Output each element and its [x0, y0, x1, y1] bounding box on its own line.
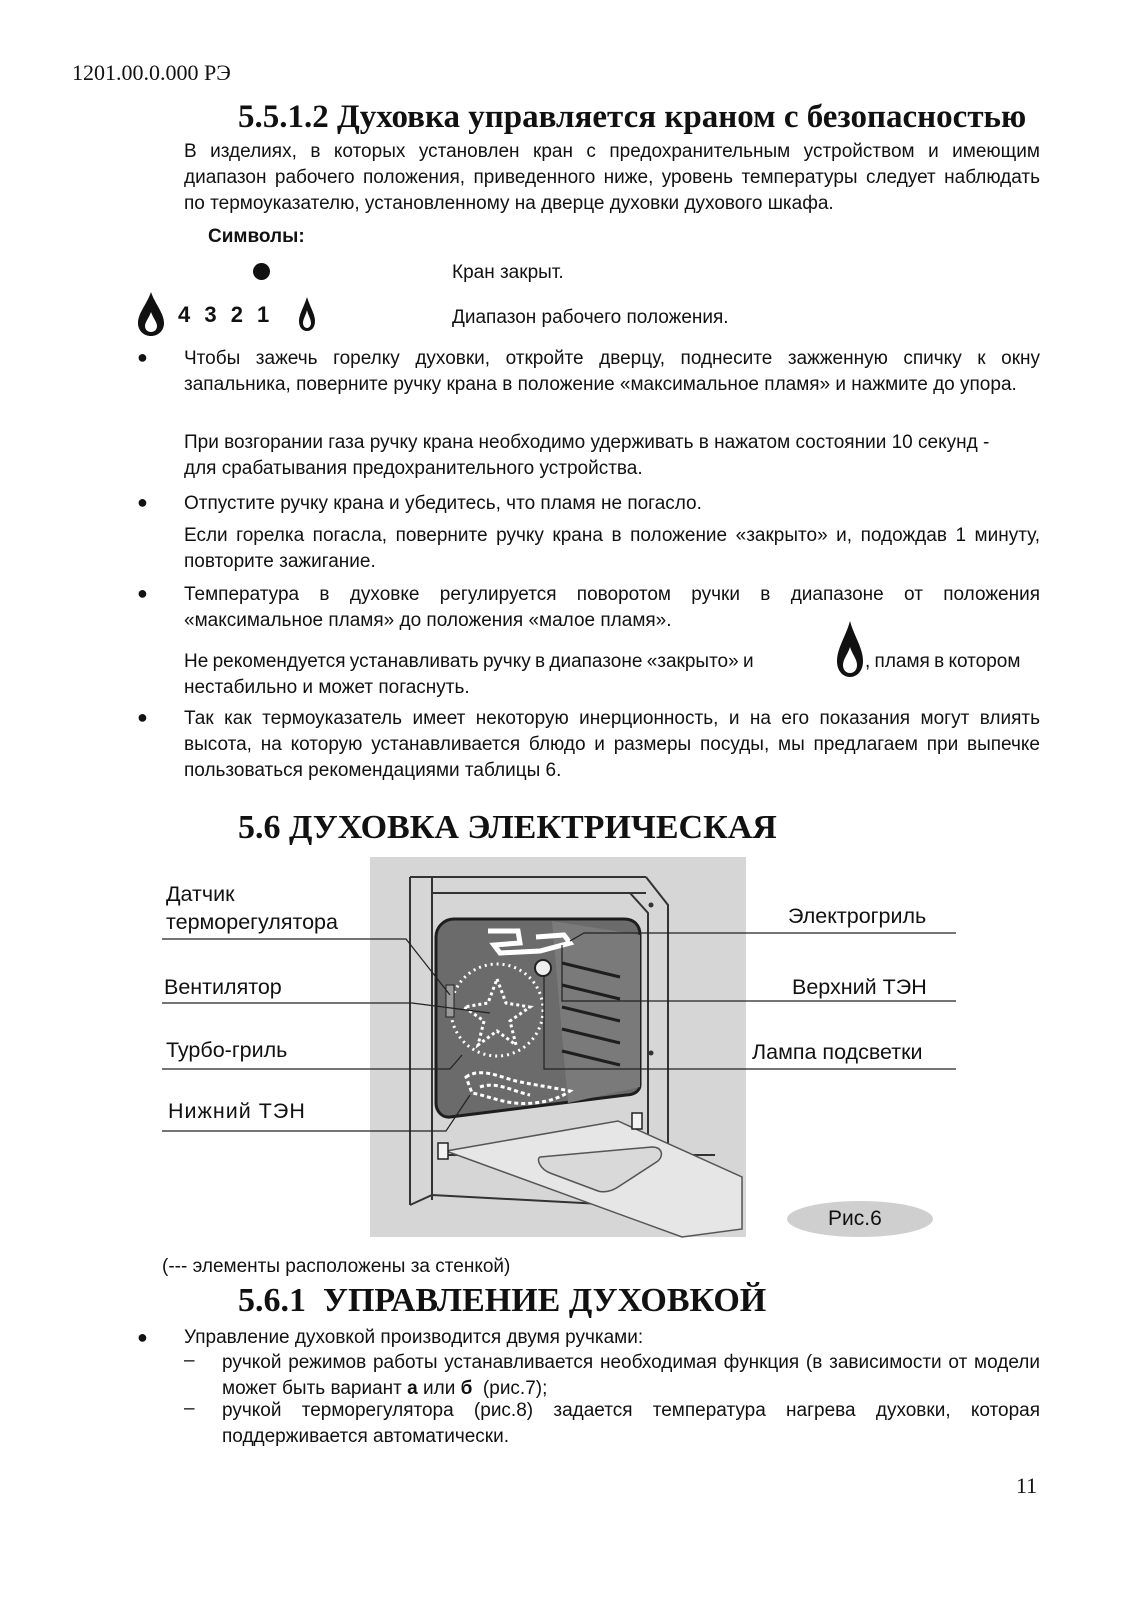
document-number: 1201.00.0.000 РЭ [72, 60, 231, 85]
label-top-heater: Верхний ТЭН [792, 975, 927, 999]
section-title-561: 5.6.1 УПРАВЛЕНИЕ ДУХОВКОЙ [238, 1282, 767, 1319]
section-title-5512: 5.5.1.2 Духовка управляется краном с безопасностью [238, 99, 1027, 135]
closed-dot-icon [253, 263, 270, 280]
figure-caption: Рис.6 [828, 1207, 882, 1230]
bullet-3-note-part-a: Не рекомендуется устанавливать ручку в диапазоне «закрыто» и [184, 651, 754, 672]
bullet-2-note: Если горелка погасла, поверните ручку крана в положение «закрыто» и, подождав 1 минуту, повторите зажигание. [184, 525, 1040, 572]
bullet-3-note-part-b: , пламя в котором [865, 651, 1021, 672]
symbols-heading: Символы: [208, 226, 305, 247]
label-electrogrill: Электрогриль [788, 904, 927, 928]
bullet-3-text: Температура в духовке регулируется поворотом ручки в диапазоне от положения «максимальное пламя» до положения «малое пламя». [184, 584, 1040, 631]
small-flame-icon [297, 296, 317, 332]
bullet-561-text: Управление духовкой производится двумя ручками: [184, 1327, 644, 1348]
bullet-1-note: При возгорании газа ручку крана необходимо удерживать в нажатом состоянии 10 секунд - для срабатывания предохранительного устройства. [184, 432, 990, 479]
label-turbo-grill: Турбо-гриль [166, 1038, 288, 1062]
dash-1-text: ручкой режимов работы устанавливается необходимая функция (в зависимости от модели может быть вариант а или б (рис.7); [222, 1352, 1040, 1399]
dash-2-text: ручкой терморегулятора (рис.8) задается температура нагрева духовки, которая поддерживается автоматически. [222, 1400, 1040, 1447]
label-sensor-line2: терморегулятора [166, 910, 338, 934]
range-digits: 4 3 2 1 [178, 302, 271, 327]
bullet-1-text: Чтобы зажечь горелку духовки, откройте дверцу, поднесите зажженную спичку к окну запальника, поверните ручку крана в положение «максимальное пламя» и нажмите до упора. [184, 348, 1040, 395]
bullet-1-marker: ● [137, 347, 148, 367]
bullet-3-note-part-c: нестабильно и может погаснуть. [184, 677, 470, 698]
bullet-3-marker: ● [137, 583, 148, 603]
section-title-56: 5.6 ДУХОВКА ЭЛЕКТРИЧЕСКАЯ [238, 809, 777, 846]
label-lamp: Лампа подсветки [752, 1040, 923, 1064]
page-number: 11 [1016, 1473, 1038, 1498]
bullet-561-marker: ● [137, 1327, 148, 1347]
big-flame-icon [136, 291, 166, 337]
bullet-4-text: Так как термоуказатель имеет некоторую инерционность, и на его показания могут влиять высота, на которую устанавливается блюдо и размеры посуды, мы предлагаем при выпечке пользоваться рекомендациями таблицы 6. [184, 708, 1040, 781]
label-sensor-line1: Датчик [166, 882, 235, 906]
dash-1-marker: – [184, 1350, 195, 1371]
figure-note: (--- элементы расположены за стенкой) [162, 1256, 511, 1277]
dash-2-marker: – [184, 1398, 195, 1419]
bullet-4-marker: ● [137, 707, 148, 727]
inline-flame-icon [835, 620, 865, 678]
bullet-2-text: Отпустите ручку крана и убедитесь, что пламя не погасло. [184, 493, 702, 514]
label-bottom-heater: Нижний ТЭН [168, 1099, 306, 1123]
symbol-range-text: Диапазон рабочего положения. [452, 307, 729, 328]
bullet-2-marker: ● [137, 492, 148, 512]
symbol-closed-text: Кран закрыт. [452, 262, 564, 283]
label-fan: Вентилятор [164, 975, 282, 999]
intro-paragraph: В изделиях, в которых установлен кран с предохранительным устройством и имеющим диапазон рабочего положения, приведенного ниже, уровень температуры следует наблюдать по термоуказателю, установленному на дверце духовки духового шкафа. [184, 141, 1040, 214]
